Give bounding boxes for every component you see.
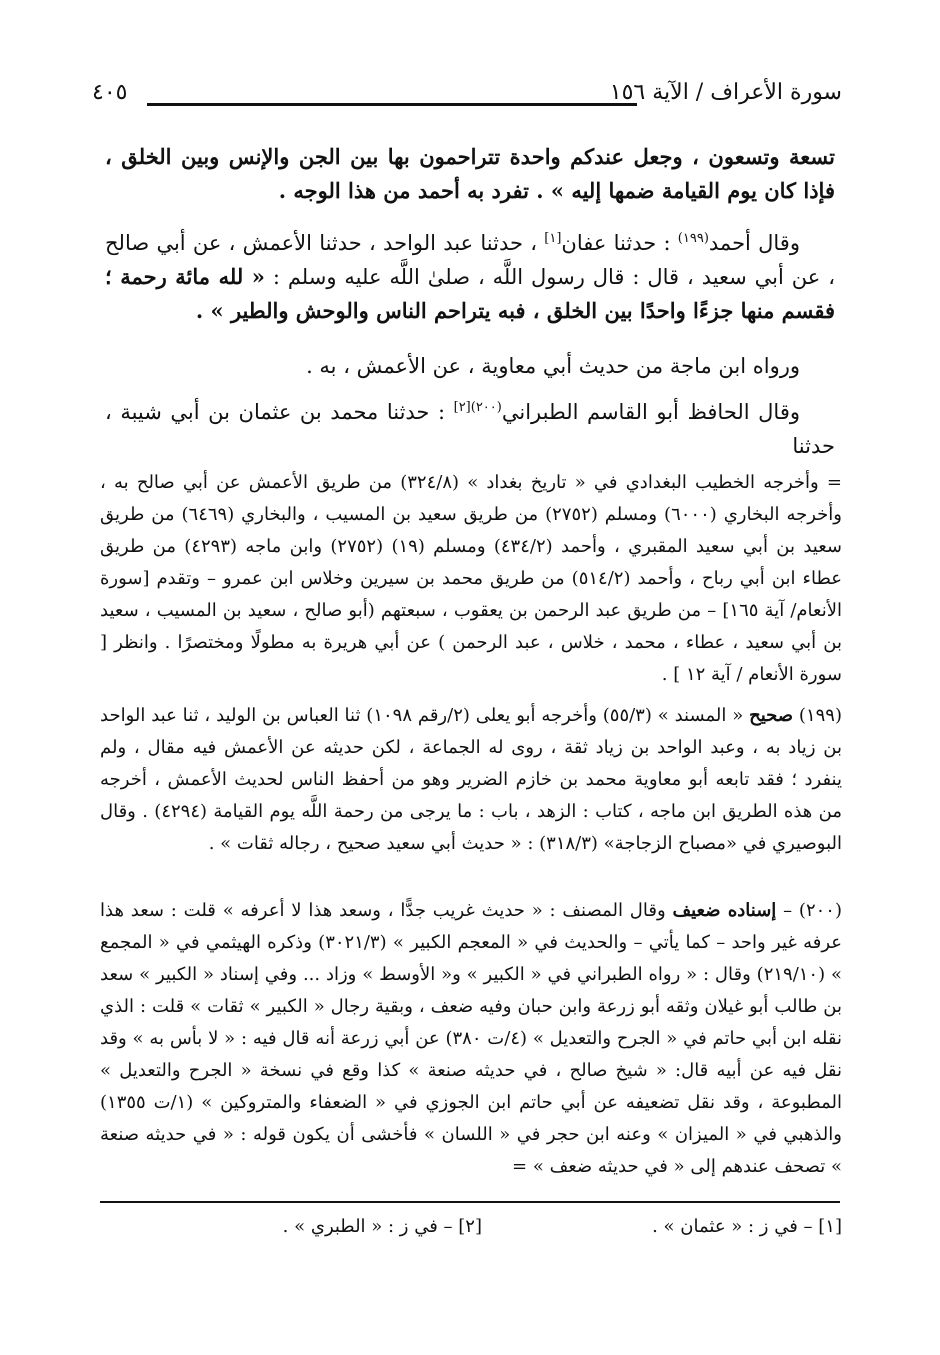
footnote-1: [١] – في ز : « عثمان » .	[652, 1216, 842, 1237]
note-text: وقال المصنف : « حديث غريب جدًّا ، وسعد هذا لا أعرفه » قلت : سعد هذا عرفه غير واحد – كما يأتي – والحديث في « المعجم الكبير » (٣٠٢١/٣) وذكره الهيثمي في « المجمع » (٢١٩/١٠) وقال : « رواه الطبراني في « الكبير » و« الأوسط » وزاد ... وفي إسناد « الكبير » سعد بن طالب أبو غيلان وثقه أبو زرعة وابن حبان وفيه ضعف ، وبقية رجال « الكبير » ثقات » قلت : الذي نقله ابن أبي حاتم في « الجرح والتعديل » (٤/ت ٣٨٠) عن أبي زرعة أنه قال فيه : « لا بأس به » وقد نقل فيه عن أبيه قال: « شيخ صالح ، في حديثه صنعة » كذا وقع في نسخة « الجرح والتعديل » المطبوعة ، وقد نقل تضعيفه عن أبي حاتم ابن الجوزي في « الضعفاء والمتروكين » (١/ت ١٣٥٥) والذهبي في « الميزان » وعنه ابن حجر في « اللسان » فأخشى أن يكون قوله : « في حديثه صنعة » تصحف عندهم إلى « في حديثه ضعف » =	[100, 900, 842, 1177]
note-200	[100, 895, 842, 1183]
hadith-quote: « لله مائة رحمة ؛ فقسم منها جزءًا واحدًا بين الخلق ، فبه يتراحم الناس والوحش والطير » .	[105, 264, 835, 323]
note-marker: (٢٠٠)[٢]	[453, 400, 502, 415]
page-number: ٤٠٥	[92, 80, 128, 105]
paragraph-ahmad	[105, 226, 835, 328]
paragraph-text: وقال الحافظ أبو القاسم الطبراني	[501, 400, 800, 424]
paragraph-continuation	[105, 140, 835, 208]
footnote-2: [٢] – في ز : « الطبري » .	[282, 1216, 482, 1237]
paragraph-text: وقال أحمد	[708, 231, 800, 255]
footnote-marker: [١]	[544, 231, 562, 246]
page-header	[92, 78, 842, 118]
note-marker: (١٩٩)	[677, 231, 709, 246]
header-rule	[147, 103, 637, 106]
note-continuation	[100, 467, 842, 691]
note-number: (١٩٩)	[793, 705, 842, 726]
note-number: (٢٠٠) –	[776, 900, 843, 921]
paragraph-tabarani	[105, 395, 835, 463]
paragraph-text: : حدثنا محمد بن عثمان بن أبي شيبة ، حدثنا	[105, 400, 835, 458]
footnotes	[230, 1216, 842, 1248]
paragraph-ibn-majah	[105, 349, 835, 383]
paragraph-text: تسعة وتسعون ، وجعل عندكم واحدة تتراحمون بها بين الجن والإنس وبين الخلق ، فإذا كان يوم القيامة ضمها إليه » . تفرد به أحمد من هذا الوجه .	[105, 144, 835, 203]
paragraph-text: : حدثنا عفان	[561, 231, 678, 255]
note-grade: صحيح	[749, 705, 794, 726]
note-199	[100, 700, 842, 860]
running-title: سورة الأعراف / الآية ١٥٦	[609, 80, 842, 105]
footnote-rule	[100, 1201, 840, 1203]
note-text: = وأخرجه الخطيب البغدادي في « تاريخ بغداد » (٣٢٤/٨) من طريق الأعمش عن أبي صالح به ، وأخرجه البخاري (٦٠٠٠) ومسلم (٢٧٥٢) من طريق سعيد بن المسيب ، والبخاري (٦٤٦٩) من طريق سعيد بن أبي سعيد المقبري ، وأحمد (٤٣٤/٢) ومسلم (١٩) (٢٧٥٢) وابن ماجه (٤٢٩٣) من طريق عطاء ابن أبي رباح ، وأحمد (٥١٤/٢) من طريق محمد بن سيرين وخلاس ابن عمرو – وتقدم [سورة الأنعام/ آية ١٦٥] – من طريق عبد الرحمن بن يعقوب ، سبعتهم (أبو صالح ، سعيد بن المسيب ، سعيد بن أبي سعيد ، عطاء ، محمد ، خلاس ، عبد الرحمن ) عن أبي هريرة به مطولًا ومختصرًا . وانظر [ سورة الأنعام / آية ١٢ ] .	[100, 472, 842, 685]
paragraph-text: ، حدثنا عبد الواحد ، حدثنا الأعمش ، عن أبي صالح ، عن أبي سعيد ، قال : قال رسول اللَّه ، صلىٰ اللَّه عليه وسلم :	[105, 231, 835, 289]
note-grade: إسناده ضعيف	[672, 900, 777, 921]
paragraph-text: ورواه ابن ماجة من حديث أبي معاوية ، عن الأعمش ، به .	[306, 354, 800, 378]
note-text: « المسند » (٥٥/٣) وأخرجه أبو يعلى (٢/رقم ١٠٩٨) ثنا العباس بن الوليد ، ثنا عبد الواحد بن زياد به ، وعبد الواحد بن زياد ثقة ، روى له الجماعة ، لكن حديثه عن الأعمش فيه مقال ، ولم ينفرد ؛ فقد تابعه أبو معاوية محمد بن خازم الضرير وهو من أحفظ الناس لحديث الأعمش ، أخرجه من هذه الطريق ابن ماجه ، كتاب : الزهد ، باب : ما يرجى من رحمة اللَّه يوم القيامة (٤٢٩٤) . وقال البوصيري في «مصباح الزجاجة» (٣١٨/٣) : « حديث أبي سعيد صحيح ، رجاله ثقات » .	[100, 705, 842, 854]
